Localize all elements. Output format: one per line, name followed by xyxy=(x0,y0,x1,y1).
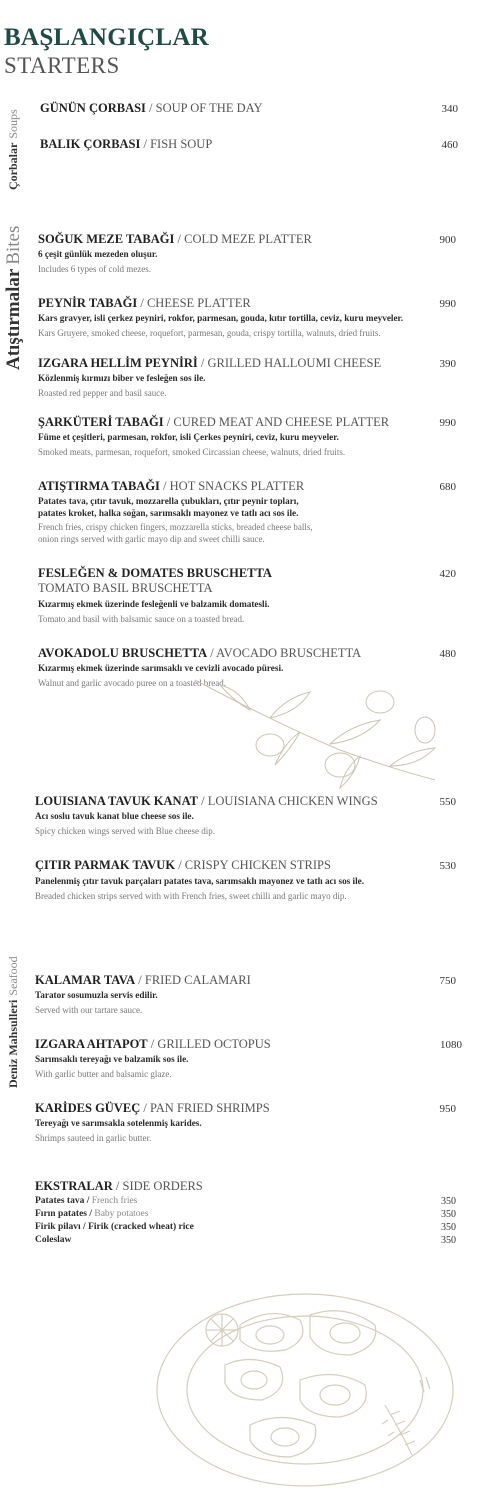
item-description-tr: patates kroket, halka soğan, sarımsaklı mayonez ve tatlı acı sos ile. xyxy=(38,508,299,518)
menu-item-cold-meze: SOĞUK MEZE TABAĞI / COLD MEZE PLATTER xyxy=(38,232,312,246)
item-description-tr: Füme et çeşitleri, parmesan, rokfor, isli Çerkes peyniri, ceviz, kuru meyveler. xyxy=(38,432,339,442)
extras-row: Patates tava / French fries xyxy=(35,1196,138,1206)
price: 680 xyxy=(439,481,456,493)
item-description-en: Includes 6 types of cold mezes. xyxy=(38,264,151,274)
item-description-en: Breaded chicken strips served with with French fries, sweet chilli and garlic mayo dip. xyxy=(35,891,347,901)
item-description-tr: Acı soslu tavuk kanat blue cheese sos ile. xyxy=(35,811,194,821)
menu-item-soup-of-the-day: GÜNÜN ÇORBASI / SOUP OF THE DAY xyxy=(40,101,263,115)
extras-row: Coleslaw xyxy=(35,1235,72,1245)
menu-item-fried-calamari: KALAMAR TAVA / FRIED CALAMARI xyxy=(35,973,251,987)
extras-row: Firik pilavı / Firik (cracked wheat) rice xyxy=(35,1222,194,1232)
menu-item-tomato-bruschetta: FESLEĞEN & DOMATES BRUSCHETTA xyxy=(38,566,272,580)
extras-row: Fırın patates / Baby potatoes xyxy=(35,1209,149,1219)
price: 340 xyxy=(441,103,458,115)
item-description-en: Spicy chicken wings served with Blue cheese dip. xyxy=(35,826,215,836)
price: 350 xyxy=(441,1196,456,1207)
price: 550 xyxy=(439,796,456,808)
price: 950 xyxy=(439,1103,456,1115)
item-description-en: Tomato and basil with balsamic sauce on a toasted bread. xyxy=(38,614,245,624)
price: 990 xyxy=(439,298,456,310)
olive-branch-illustration xyxy=(190,670,440,795)
item-description-tr: Tereyağı ve sarımsakla sotelenmiş karides. xyxy=(35,1118,202,1128)
item-description-tr: Kars gravyer, isli çerkez peyniri, rokfor, parmesan, gouda, kıtır tortilla, ceviz, kuru meyveler. xyxy=(38,313,404,323)
menu-item-fish-soup: BALIK ÇORBASI / FISH SOUP xyxy=(40,137,213,151)
page-subtitle: STARTERS xyxy=(4,53,120,78)
price: 530 xyxy=(439,860,456,872)
item-description-en: Smoked meats, parmesan, roquefort, smoked Circassian cheese, walnuts, dried fruits. xyxy=(38,447,346,457)
extras-heading: EKSTRALAR / SIDE ORDERS xyxy=(35,1179,203,1193)
menu-item-grilled-halloumi: IZGARA HELLİM PEYNİRİ / GRILLED HALLOUMI CHEESE xyxy=(38,356,382,370)
price: 420 xyxy=(439,568,456,580)
price: 1080 xyxy=(440,1039,462,1051)
item-description-tr: Sarımsaklı tereyağı ve balzamik sos ile. xyxy=(35,1054,189,1064)
price: 990 xyxy=(439,417,456,429)
item-description-tr: Kızarmış ekmek üzerinde fesleğenli ve balzamik domatesli. xyxy=(38,599,270,609)
section-label-bites: AtıştırmalarBites xyxy=(3,225,24,370)
menu-item-hot-snacks: ATIŞTIRMA TABAĞI / HOT SNACKS PLATTER xyxy=(38,479,305,493)
item-name-en: TOMATO BASIL BRUSCHETTA xyxy=(38,581,213,595)
menu-item-cheese-platter: PEYNİR TABAĞI / CHEESE PLATTER xyxy=(38,296,251,310)
menu-item-grilled-octopus: IZGARA AHTAPOT / GRILLED OCTOPUS xyxy=(35,1037,271,1051)
item-description-en: Served with our tartare sauce. xyxy=(35,1005,143,1015)
item-description-en: onion rings served with garlic mayo dip and sweet chilli sauce. xyxy=(38,534,265,544)
menu-item-cured-meat: ŞARKÜTERİ TABAĞI / CURED MEAT AND CHEESE PLATTER xyxy=(38,415,390,429)
item-description-en: Walnut and garlic avocado puree on a toasted bread. xyxy=(38,678,226,688)
section-label-seafood: Deniz MahsulleriSeafood xyxy=(6,956,20,1088)
item-description-en: Kars Gruyere, smoked cheese, roquefort, parmesan, gouda, crispy tortilla, walnuts, dried fruits. xyxy=(38,328,381,338)
item-description-tr: Tarator sosumuzla servis edilir. xyxy=(35,990,158,1000)
price: 460 xyxy=(441,139,458,151)
menu-item-pan-fried-shrimps: KARİDES GÜVEÇ / PAN FRIED SHRIMPS xyxy=(35,1101,270,1115)
price: 390 xyxy=(439,358,456,370)
section-label-soups: ÇorbalarSoups xyxy=(6,109,20,190)
item-description-tr: Közlenmiş kırmızı biber ve fesleğen sos ile. xyxy=(38,373,206,383)
oyster-plate-illustration xyxy=(150,1285,460,1490)
price: 350 xyxy=(441,1209,456,1220)
item-description-tr: Patates tava, çıtır tavuk, mozzarella çubukları, çıtır peynir topları, xyxy=(38,496,299,506)
price: 900 xyxy=(439,234,456,246)
menu-item-chicken-strips: ÇITIR PARMAK TAVUK / CRISPY CHICKEN STRIPS xyxy=(35,858,331,872)
price: 750 xyxy=(439,975,456,987)
price: 350 xyxy=(441,1222,456,1233)
item-description-en: With garlic butter and balsamic glaze. xyxy=(35,1069,172,1079)
price: 480 xyxy=(439,648,456,660)
item-description-en: French fries, crispy chicken fingers, mozzarella sticks, breaded cheese balls, xyxy=(38,522,313,532)
menu-item-avocado-bruschetta: AVOKADOLU BRUSCHETTA / AVOCADO BRUSCHETTA xyxy=(38,646,362,660)
item-description-en: Roasted red pepper and basil sauce. xyxy=(38,388,167,398)
page-title: BAŞLANGIÇLAR xyxy=(4,24,210,51)
menu-item-chicken-wings: LOUISIANA TAVUK KANAT / LOUISIANA CHICKEN WINGS xyxy=(35,794,378,808)
price: 350 xyxy=(441,1235,456,1246)
item-description-tr: 6 çeşit günlük mezeden oluşur. xyxy=(38,249,158,259)
item-description-en: Shrimps sauteed in garlic butter. xyxy=(35,1133,152,1143)
item-description-tr: Kızarmış ekmek üzerinde sarımsaklı ve cevizli avocado püresi. xyxy=(38,663,284,673)
item-description-tr: Panelenmiş çıtır tavuk parçaları patates tava, sarımsaklı mayonez ve tatlı acı sos ile. xyxy=(35,876,365,886)
